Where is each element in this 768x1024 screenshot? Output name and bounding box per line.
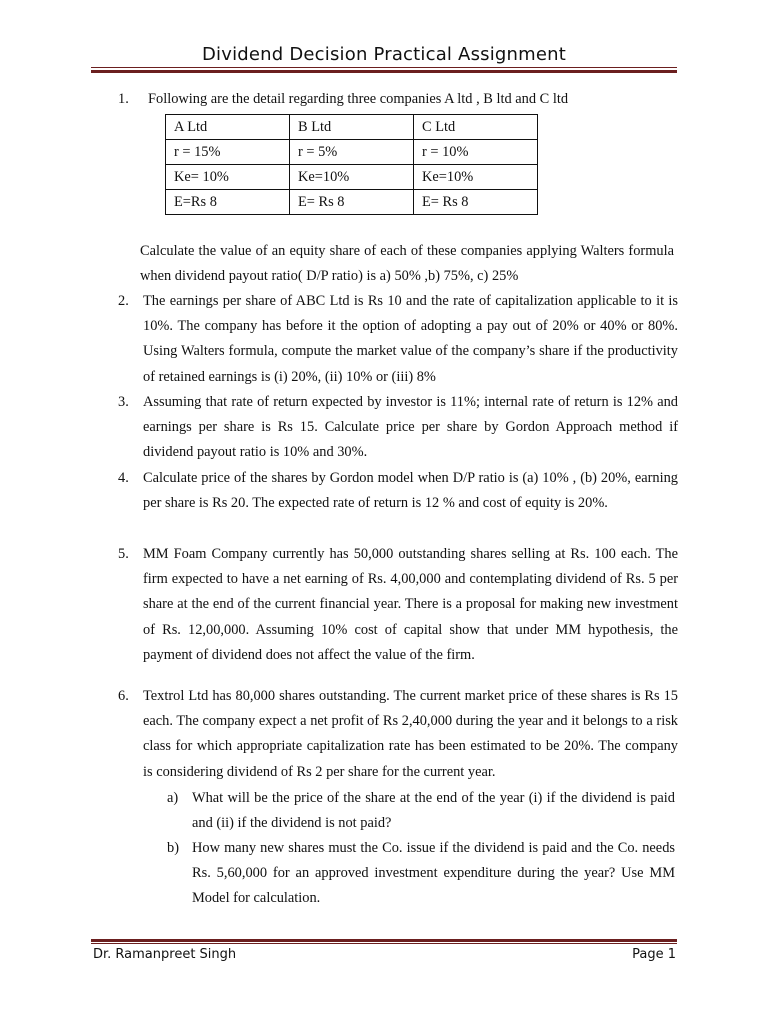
question-6-part-a bbox=[167, 786, 675, 836]
page-title: Dividend Decision Practical Assignment bbox=[201, 44, 567, 65]
footer-author: Dr. Ramanpreet Singh bbox=[93, 947, 237, 962]
question-text: MM Foam Company currently has 50,000 outstanding shares selling at Rs. 100 each. The firm expected to have a net earning of Rs. 4,00,000 and contemplating dividend of Rs. 5 per share at the end of the current financial year. There is a proposal for making new investment of Rs. 12,00,000. Assuming 10% cost of capital show that under MM hypothesis, the payment of dividend does not affect the value of the firm. bbox=[143, 546, 678, 663]
question-text: Calculate price of the shares by Gordon model when D/P ratio is (a) 10% , (b) 20%, earning per share is Rs 20. The expected rate of return is 12 % and cost of equity is 20%. bbox=[143, 470, 678, 512]
question-number: 3. bbox=[118, 394, 129, 410]
header-rule-thick bbox=[91, 70, 677, 73]
table-cell: B Ltd bbox=[290, 115, 414, 140]
footer-rule-thin bbox=[91, 943, 677, 944]
table-cell: r = 10% bbox=[414, 140, 538, 165]
table-cell: r = 15% bbox=[166, 140, 290, 165]
companies-table bbox=[165, 114, 538, 215]
question-2 bbox=[118, 289, 678, 390]
table-row bbox=[166, 190, 538, 215]
table-cell: E= Rs 8 bbox=[290, 190, 414, 215]
table-row bbox=[166, 115, 538, 140]
question-number: 6. bbox=[118, 688, 129, 704]
part-label: b) bbox=[167, 840, 179, 856]
table-cell: Ke= 10% bbox=[166, 165, 290, 190]
question-5 bbox=[118, 542, 678, 668]
table-cell: Ke=10% bbox=[290, 165, 414, 190]
header-rule-thin bbox=[91, 67, 677, 68]
table-row bbox=[166, 165, 538, 190]
question-text: Textrol Ltd has 80,000 shares outstanding. The current market price of these shares is Rs 15 each. The company expect a net profit of Rs 2,40,000 during the year and it belongs to a risk class for which appropriate capitalization rate has been estimated to be 20%. The company is considering dividend of Rs 2 per share for the current year. bbox=[143, 688, 678, 780]
footer-page-number: Page 1 bbox=[632, 947, 676, 962]
question-4 bbox=[118, 466, 678, 516]
question-number: 5. bbox=[118, 546, 129, 562]
table-cell: C Ltd bbox=[414, 115, 538, 140]
question-number: 1. bbox=[118, 91, 129, 107]
footer-rule-thick bbox=[91, 939, 677, 942]
question-1 bbox=[118, 87, 678, 112]
part-text: What will be the price of the share at the end of the year (i) if the dividend is paid and (ii) if the dividend is not paid? bbox=[192, 790, 675, 832]
question-6 bbox=[118, 684, 678, 785]
part-label: a) bbox=[167, 790, 179, 806]
part-text: How many new shares must the Co. issue if the dividend is paid and the Co. needs Rs. 5,60,000 for an approved investment expenditure during the year? Use MM Model for calculation. bbox=[192, 840, 675, 907]
table-cell: r = 5% bbox=[290, 140, 414, 165]
table-cell: E=Rs 8 bbox=[166, 190, 290, 215]
question-text: The earnings per share of ABC Ltd is Rs 10 and the rate of capitalization applicable to it is 10%. The company has before it the option of adopting a pay out of 20% or 40% or 80%. Using Walters formula, compute the market value of the company’s share if the productivity of retained earnings is (i) 20%, (ii) 10% or (iii) 8% bbox=[143, 293, 678, 385]
question-number: 2. bbox=[118, 293, 129, 309]
question-number: 4. bbox=[118, 470, 129, 486]
question-6-part-b bbox=[167, 836, 675, 912]
table-cell: A Ltd bbox=[166, 115, 290, 140]
table-cell: E= Rs 8 bbox=[414, 190, 538, 215]
question-1-followup: Calculate the value of an equity share of each of these companies applying Walters formula when dividend payout ratio( D/P ratio) is a) 50% ,b) 75%, c) 25% bbox=[140, 243, 674, 285]
question-text: Following are the detail regarding three companies A ltd , B ltd and C ltd bbox=[148, 91, 569, 107]
table-row bbox=[166, 140, 538, 165]
question-3 bbox=[118, 390, 678, 466]
table-cell: Ke=10% bbox=[414, 165, 538, 190]
question-text: Assuming that rate of return expected by investor is 11%; internal rate of return is 12% and earnings per share is Rs 15. Calculate price per share by Gordon Approach method if dividend payout ratio is 10% and 30%. bbox=[143, 394, 678, 461]
